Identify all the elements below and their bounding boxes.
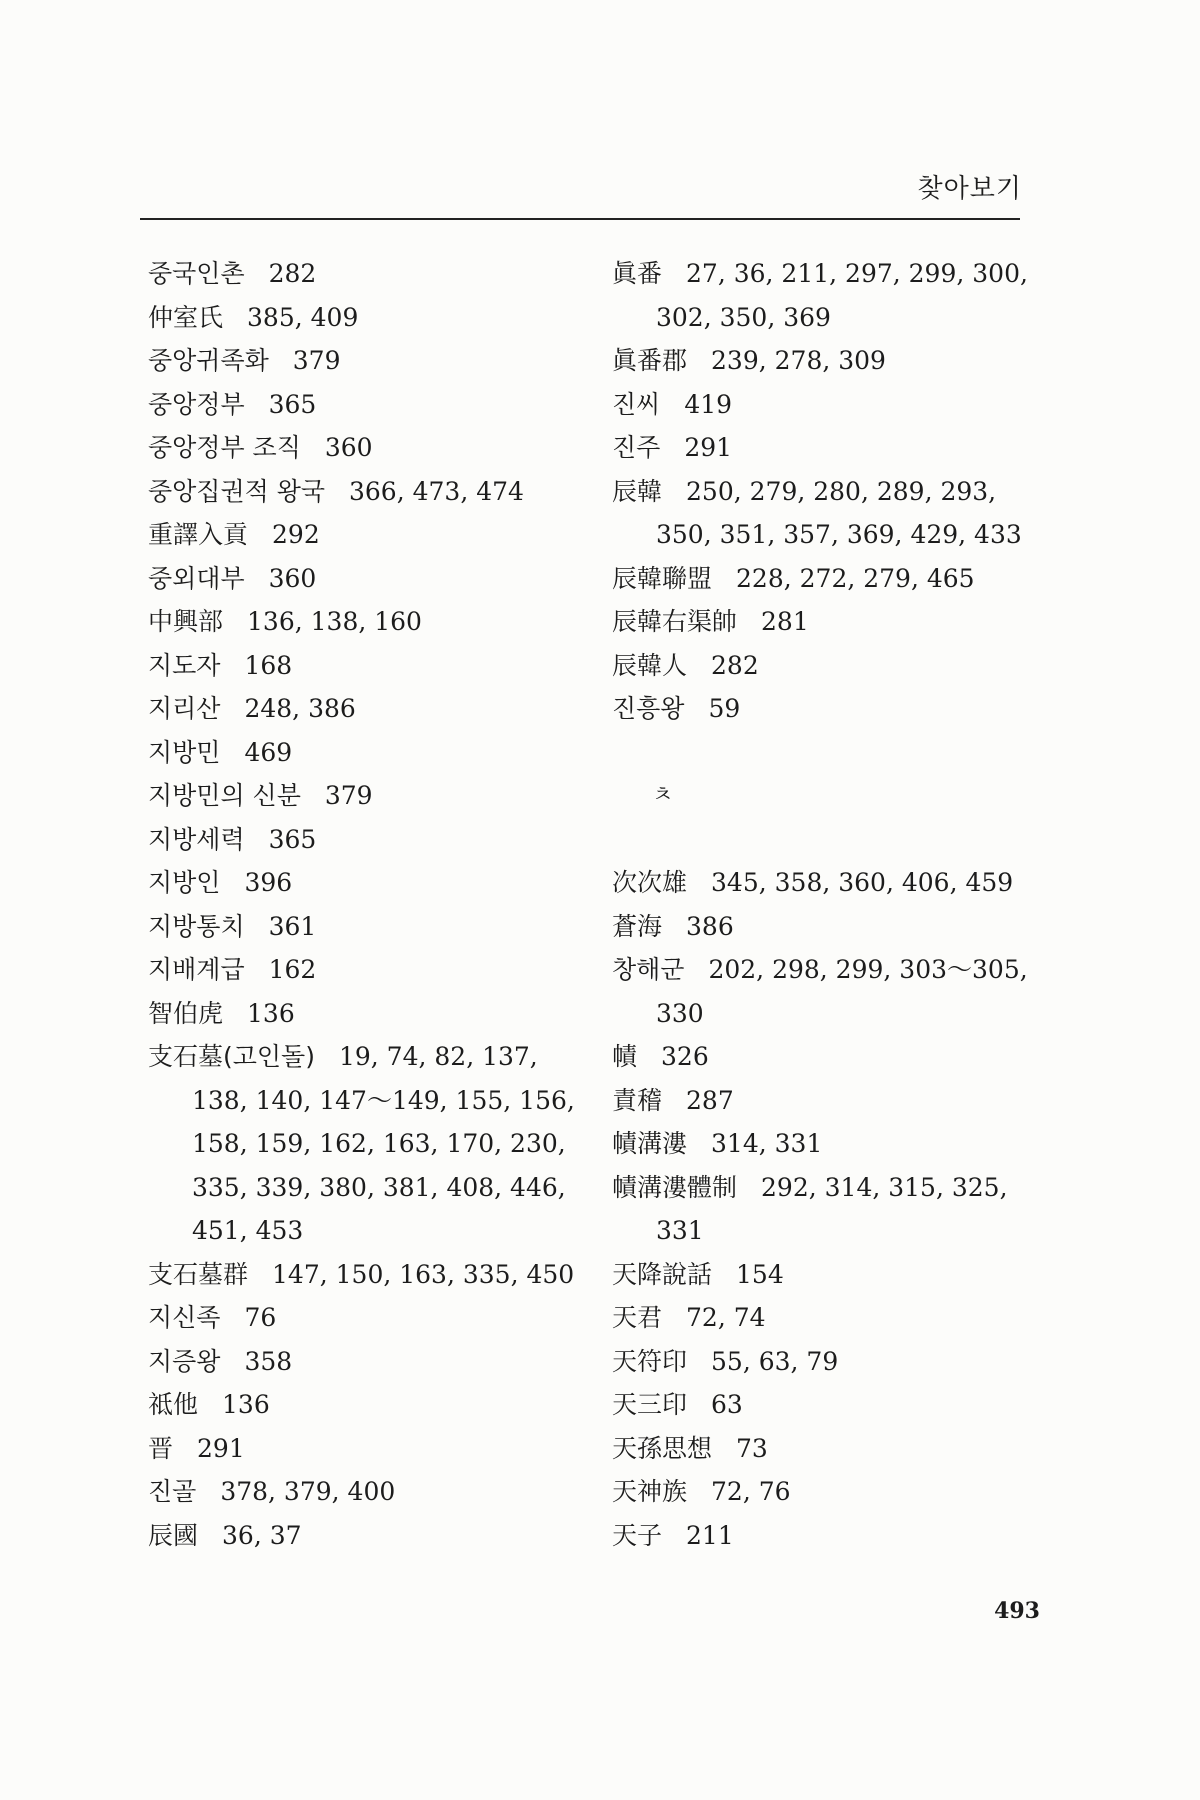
index-term: 眞番 — [612, 259, 663, 288]
index-entry — [148, 818, 578, 862]
index-entry — [148, 383, 578, 427]
index-term: 진골 — [148, 1477, 197, 1506]
index-entry — [148, 1340, 578, 1384]
index-term: 支石墓群 — [148, 1259, 249, 1289]
running-header: 찾아보기 — [917, 174, 1022, 204]
index-entry — [612, 948, 1042, 1035]
index-entry — [612, 905, 1042, 949]
index-column-right — [612, 252, 1042, 1557]
index-pages: 211 — [686, 1520, 734, 1550]
index-pages: 386 — [686, 911, 734, 941]
index-term: 幘 — [612, 1042, 638, 1071]
index-pages: 291 — [197, 1433, 245, 1463]
index-column-left — [148, 252, 578, 1557]
index-pages: 291 — [684, 433, 733, 462]
index-term: 幘溝漊體制 — [612, 1172, 738, 1202]
index-pages: 136 — [247, 998, 295, 1028]
index-entry — [612, 426, 1042, 470]
index-pages: 154 — [736, 1259, 784, 1289]
index-entry — [612, 339, 1042, 383]
index-entry — [148, 600, 578, 644]
index-entry — [148, 731, 578, 775]
index-term: 眞番郡 — [612, 346, 688, 375]
index-term: 중앙귀족화 — [148, 346, 269, 375]
index-pages: 287 — [686, 1085, 734, 1115]
index-entry — [148, 1253, 578, 1297]
index-pages: 345, 358, 360, 406, 459 — [711, 868, 1014, 897]
index-entry — [148, 1296, 578, 1340]
index-pages: 366, 473, 474 — [349, 476, 524, 506]
index-entry — [148, 644, 578, 688]
index-entry — [148, 252, 578, 296]
index-entry — [612, 1253, 1042, 1297]
index-entry — [148, 861, 578, 905]
index-entry — [148, 687, 578, 731]
index-term: 중앙집권적 왕국 — [148, 476, 325, 506]
index-pages: 19, 74, 82, 137, 138, 140, 147～149, 155, 156, 158, 159, 162, 163, 170, 230, 335, 339, 380, 381, 408, 446, 451, 453 — [192, 1042, 575, 1245]
index-term: 지방인 — [148, 868, 221, 897]
index-term: 辰國 — [148, 1520, 199, 1550]
index-entry — [612, 1296, 1042, 1340]
index-entry — [612, 470, 1042, 557]
index-pages: 358 — [244, 1346, 293, 1376]
index-entry — [148, 1427, 578, 1471]
index-term: 蒼海 — [612, 911, 663, 941]
index-pages: 314, 331 — [711, 1129, 823, 1158]
index-pages: 396 — [244, 868, 293, 897]
index-pages: 379 — [324, 781, 373, 810]
index-entry — [148, 1035, 578, 1253]
index-pages: 248, 386 — [244, 694, 356, 723]
index-term: 지증왕 — [148, 1346, 221, 1376]
index-pages: 281 — [761, 607, 809, 636]
index-entry — [148, 296, 578, 340]
index-term: 지방민의 신분 — [148, 781, 301, 810]
index-term: 중앙정부 조직 — [148, 433, 301, 462]
index-term: 晋 — [148, 1433, 174, 1463]
index-term: 지신족 — [148, 1303, 221, 1332]
index-term: 支石墓(고인돌) — [148, 1042, 315, 1071]
index-term: 지방통치 — [148, 911, 245, 941]
index-pages: 168 — [244, 650, 293, 680]
index-term: 次次雄 — [612, 868, 688, 897]
index-entry — [148, 470, 578, 514]
index-pages: 469 — [244, 737, 293, 767]
index-term: 진씨 — [612, 389, 661, 419]
section-heading-chieut: ㅊ — [652, 782, 674, 808]
index-pages: 361 — [268, 911, 317, 941]
index-entry — [612, 1514, 1042, 1558]
index-pages: 162 — [268, 955, 317, 984]
index-entry — [612, 1035, 1042, 1079]
index-term: 祗他 — [148, 1390, 199, 1419]
index-pages: 326 — [661, 1042, 709, 1071]
index-entry — [148, 992, 578, 1036]
index-term: 中興部 — [148, 607, 224, 636]
index-entry — [148, 557, 578, 601]
index-pages: 76 — [244, 1303, 277, 1332]
index-pages: 147, 150, 163, 335, 450 — [272, 1259, 575, 1289]
index-term: 智伯虎 — [148, 998, 224, 1028]
index-entry — [612, 1166, 1042, 1253]
index-term: 辰韓聯盟 — [612, 563, 713, 593]
index-pages: 136 — [222, 1390, 270, 1419]
index-term: 지도자 — [148, 650, 221, 680]
index-pages: 419 — [684, 389, 733, 419]
index-term: 天降說話 — [612, 1259, 713, 1289]
index-term: 天神族 — [612, 1477, 688, 1506]
index-entry — [612, 600, 1042, 644]
index-term: 중앙정부 — [148, 389, 245, 419]
index-pages: 27, 36, 211, 297, 299, 300, 302, 350, 369 — [656, 259, 1028, 332]
page-number: 493 — [994, 1598, 1040, 1624]
index-term: 天符印 — [612, 1346, 688, 1376]
index-entry — [148, 1514, 578, 1558]
index-pages: 55, 63, 79 — [711, 1346, 839, 1376]
index-term: 重譯入貢 — [148, 520, 249, 549]
index-pages: 365 — [268, 389, 317, 419]
index-entry — [612, 861, 1042, 905]
index-entry — [612, 252, 1042, 339]
index-term: 天三印 — [612, 1390, 688, 1419]
index-term: 天君 — [612, 1303, 663, 1332]
index-term: 창해군 — [612, 955, 685, 984]
index-term: 중외대부 — [148, 563, 245, 593]
index-term: 중국인촌 — [148, 259, 245, 288]
index-pages: 365 — [268, 824, 317, 854]
index-pages: 360 — [324, 433, 373, 462]
index-term: 지리산 — [148, 694, 221, 723]
index-pages: 292, 314, 315, 325, 331 — [656, 1172, 1008, 1245]
index-term: 天孫思想 — [612, 1433, 713, 1463]
index-pages: 250, 279, 280, 289, 293, 350, 351, 357, 369, 429, 433 — [656, 476, 1022, 549]
index-entry — [612, 687, 1042, 731]
index-entry — [148, 1470, 578, 1514]
index-pages: 228, 272, 279, 465 — [736, 563, 975, 593]
index-entry — [612, 1470, 1042, 1514]
index-pages: 72, 74 — [686, 1303, 766, 1332]
index-pages: 385, 409 — [247, 302, 359, 332]
index-pages: 136, 138, 160 — [247, 607, 422, 636]
index-pages: 239, 278, 309 — [711, 346, 886, 375]
index-pages: 72, 76 — [711, 1477, 791, 1506]
index-term: 辰韓右渠帥 — [612, 607, 738, 636]
index-term: 지방민 — [148, 737, 221, 767]
index-pages: 379 — [292, 346, 341, 375]
header-rule — [140, 218, 1020, 220]
index-pages: 73 — [736, 1433, 768, 1463]
index-term: 仲室氏 — [148, 302, 224, 332]
index-entry — [148, 513, 578, 557]
index-term: 辰韓人 — [612, 650, 688, 680]
index-entry — [612, 1383, 1042, 1427]
index-entry — [612, 1122, 1042, 1166]
index-term: 지방세력 — [148, 824, 245, 854]
index-pages: 292 — [272, 520, 320, 549]
index-term: 責稽 — [612, 1085, 663, 1115]
index-entry — [612, 383, 1042, 427]
index-pages: 202, 298, 299, 303～305, 330 — [656, 955, 1028, 1028]
index-term: 幘溝漊 — [612, 1129, 688, 1158]
index-pages: 282 — [268, 259, 317, 288]
index-pages: 36, 37 — [222, 1520, 302, 1550]
index-entry — [148, 948, 578, 992]
index-entry — [148, 905, 578, 949]
index-pages: 378, 379, 400 — [220, 1477, 396, 1506]
index-term: 지배계급 — [148, 955, 245, 984]
index-pages: 59 — [708, 694, 741, 723]
index-entry — [612, 1427, 1042, 1471]
index-term: 진흥왕 — [612, 694, 685, 723]
index-term: 진주 — [612, 433, 661, 462]
index-entry — [148, 774, 578, 818]
index-pages: 360 — [268, 563, 317, 593]
index-entry — [612, 1079, 1042, 1123]
index-term: 辰韓 — [612, 476, 663, 506]
index-pages: 282 — [711, 650, 759, 680]
index-entry — [612, 644, 1042, 688]
index-pages: 63 — [711, 1390, 743, 1419]
index-entry — [612, 1340, 1042, 1384]
index-entry — [148, 1383, 578, 1427]
index-entry — [148, 426, 578, 470]
index-entry — [148, 339, 578, 383]
index-term: 天子 — [612, 1520, 663, 1550]
index-entry — [612, 557, 1042, 601]
